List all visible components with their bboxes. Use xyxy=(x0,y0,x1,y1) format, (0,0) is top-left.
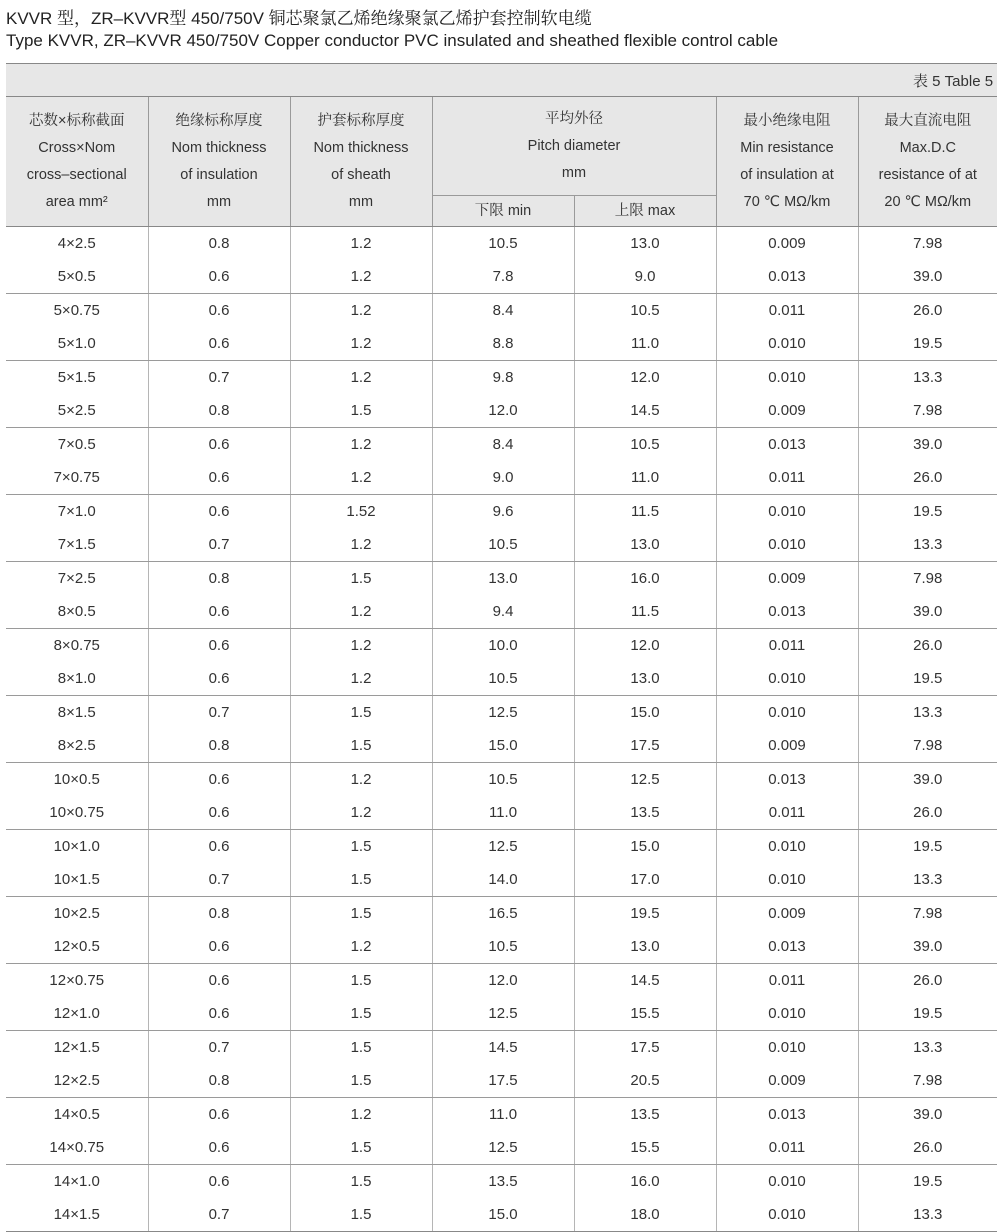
header-max-dc-en-1: Max.D.C xyxy=(899,139,956,156)
header-pitch-min: 下限 min xyxy=(432,196,574,227)
header-max-dc-en-2: resistance of at xyxy=(878,166,977,183)
table-row xyxy=(6,629,997,663)
cell-sheath: 1.5 xyxy=(290,964,432,998)
cell-max-dc-resistance: 13.3 xyxy=(858,528,997,562)
cell-pitch-max: 10.5 xyxy=(574,428,716,462)
cell-insulation: 0.6 xyxy=(148,327,290,361)
header-pitch xyxy=(432,97,716,196)
cell-min-resistance: 0.013 xyxy=(716,595,858,629)
cell-pitch-max: 10.5 xyxy=(574,294,716,328)
cell-pitch-max: 13.0 xyxy=(574,662,716,696)
cable-spec-table xyxy=(6,63,997,1232)
cell-sheath: 1.5 xyxy=(290,729,432,763)
cell-sheath: 1.5 xyxy=(290,1131,432,1165)
cell-pitch-max: 15.0 xyxy=(574,830,716,864)
cell-insulation: 0.7 xyxy=(148,361,290,395)
table-row xyxy=(6,562,997,596)
header-size-zh: 芯数×标称截面 xyxy=(29,112,125,129)
table-row xyxy=(6,763,997,797)
header-pitch-unit: mm xyxy=(561,164,587,181)
cell-size: 14×0.75 xyxy=(6,1131,148,1165)
table-row xyxy=(6,830,997,864)
cell-max-dc-resistance: 26.0 xyxy=(858,964,997,998)
cell-sheath: 1.5 xyxy=(290,1064,432,1098)
cell-sheath: 1.52 xyxy=(290,495,432,529)
cell-max-dc-resistance: 19.5 xyxy=(858,662,997,696)
cell-sheath: 1.5 xyxy=(290,1165,432,1199)
cell-min-resistance: 0.010 xyxy=(716,1165,858,1199)
table-row xyxy=(6,662,997,696)
cell-pitch-min: 9.8 xyxy=(432,361,574,395)
cell-pitch-min: 8.4 xyxy=(432,294,574,328)
header-pitch-zh: 平均外径 xyxy=(545,110,603,127)
cell-pitch-max: 12.0 xyxy=(574,361,716,395)
cell-sheath: 1.2 xyxy=(290,428,432,462)
cell-min-resistance: 0.010 xyxy=(716,495,858,529)
cell-pitch-max: 13.5 xyxy=(574,796,716,830)
cell-pitch-max: 15.0 xyxy=(574,696,716,730)
cell-max-dc-resistance: 13.3 xyxy=(858,1031,997,1065)
cell-pitch-max: 17.0 xyxy=(574,863,716,897)
table-row xyxy=(6,227,997,261)
cell-pitch-min: 10.5 xyxy=(432,528,574,562)
header-insulation-zh: 绝缘标称厚度 xyxy=(175,112,263,129)
cell-insulation: 0.6 xyxy=(148,1098,290,1132)
cell-size: 8×1.5 xyxy=(6,696,148,730)
cell-min-resistance: 0.009 xyxy=(716,1064,858,1098)
table-row xyxy=(6,1098,997,1132)
cell-pitch-min: 12.0 xyxy=(432,394,574,428)
cell-pitch-min: 9.4 xyxy=(432,595,574,629)
cell-size: 7×2.5 xyxy=(6,562,148,596)
header-min-res-en-2: of insulation at xyxy=(740,166,834,183)
cell-size: 5×0.75 xyxy=(6,294,148,328)
cell-pitch-max: 12.5 xyxy=(574,763,716,797)
cell-max-dc-resistance: 13.3 xyxy=(858,1198,997,1232)
cell-max-dc-resistance: 39.0 xyxy=(858,1098,997,1132)
cell-pitch-min: 14.0 xyxy=(432,863,574,897)
cell-insulation: 0.8 xyxy=(148,897,290,931)
cell-pitch-max: 13.0 xyxy=(574,930,716,964)
header-min-res-en-1: Min resistance xyxy=(740,139,834,156)
cell-max-dc-resistance: 26.0 xyxy=(858,1131,997,1165)
cell-pitch-max: 17.5 xyxy=(574,1031,716,1065)
cell-sheath: 1.5 xyxy=(290,1031,432,1065)
table-row xyxy=(6,461,997,495)
cell-sheath: 1.2 xyxy=(290,327,432,361)
header-max-dc-resistance xyxy=(858,97,997,227)
header-sheath-unit: mm xyxy=(348,193,374,210)
cell-sheath: 1.2 xyxy=(290,294,432,328)
cell-pitch-min: 13.0 xyxy=(432,562,574,596)
cell-insulation: 0.8 xyxy=(148,227,290,261)
page-title-chinese: KVVR 型，ZR–KVVR型 450/750V 铜芯聚氯乙烯绝缘聚氯乙烯护套控制软电缆 xyxy=(6,9,592,28)
cell-min-resistance: 0.010 xyxy=(716,528,858,562)
cell-pitch-max: 14.5 xyxy=(574,964,716,998)
cell-min-resistance: 0.011 xyxy=(716,461,858,495)
cell-size: 14×1.5 xyxy=(6,1198,148,1232)
cell-size: 8×0.75 xyxy=(6,629,148,663)
table-row xyxy=(6,897,997,931)
header-min-res-unit: 70 ℃ MΩ/km xyxy=(743,193,831,210)
cell-size: 14×0.5 xyxy=(6,1098,148,1132)
cell-max-dc-resistance: 19.5 xyxy=(858,327,997,361)
header-max-dc-unit: 20 ℃ MΩ/km xyxy=(884,193,972,210)
header-sheath-zh: 护套标称厚度 xyxy=(317,112,405,129)
cell-max-dc-resistance: 7.98 xyxy=(858,897,997,931)
table-row xyxy=(6,1031,997,1065)
cell-max-dc-resistance: 19.5 xyxy=(858,830,997,864)
cell-sheath: 1.2 xyxy=(290,227,432,261)
cell-size: 10×0.5 xyxy=(6,763,148,797)
cell-pitch-max: 15.5 xyxy=(574,997,716,1031)
cell-pitch-max: 16.0 xyxy=(574,562,716,596)
header-size-en-2: cross–sectional xyxy=(26,166,127,183)
cell-pitch-min: 10.5 xyxy=(432,930,574,964)
cell-min-resistance: 0.010 xyxy=(716,997,858,1031)
table-row xyxy=(6,327,997,361)
cell-size: 5×2.5 xyxy=(6,394,148,428)
table-row xyxy=(6,595,997,629)
cell-insulation: 0.6 xyxy=(148,1165,290,1199)
cell-min-resistance: 0.013 xyxy=(716,930,858,964)
table-row xyxy=(6,1165,997,1199)
cell-pitch-min: 8.4 xyxy=(432,428,574,462)
header-pitch-max: 上限 max xyxy=(574,196,716,227)
cell-pitch-max: 17.5 xyxy=(574,729,716,763)
cell-max-dc-resistance: 26.0 xyxy=(858,796,997,830)
cell-sheath: 1.2 xyxy=(290,361,432,395)
cell-sheath: 1.2 xyxy=(290,1098,432,1132)
cell-sheath: 1.5 xyxy=(290,696,432,730)
cell-size: 7×1.0 xyxy=(6,495,148,529)
cell-max-dc-resistance: 39.0 xyxy=(858,763,997,797)
cell-insulation: 0.6 xyxy=(148,461,290,495)
cell-pitch-min: 17.5 xyxy=(432,1064,574,1098)
cell-sheath: 1.2 xyxy=(290,260,432,294)
cell-pitch-min: 12.5 xyxy=(432,830,574,864)
cell-sheath: 1.2 xyxy=(290,528,432,562)
table-row xyxy=(6,1131,997,1165)
header-insulation-unit: mm xyxy=(206,193,232,210)
cell-sheath: 1.2 xyxy=(290,629,432,663)
cell-sheath: 1.2 xyxy=(290,662,432,696)
cell-pitch-max: 12.0 xyxy=(574,629,716,663)
cell-size: 5×1.5 xyxy=(6,361,148,395)
cell-max-dc-resistance: 26.0 xyxy=(858,461,997,495)
cell-max-dc-resistance: 19.5 xyxy=(858,495,997,529)
cell-pitch-min: 12.5 xyxy=(432,696,574,730)
cell-max-dc-resistance: 26.0 xyxy=(858,629,997,663)
cell-insulation: 0.7 xyxy=(148,528,290,562)
cell-min-resistance: 0.010 xyxy=(716,361,858,395)
header-sheath-en-1: Nom thickness xyxy=(313,139,409,156)
cell-insulation: 0.6 xyxy=(148,830,290,864)
header-max-dc-zh: 最大直流电阻 xyxy=(884,112,972,129)
cell-pitch-max: 16.0 xyxy=(574,1165,716,1199)
cell-sheath: 1.2 xyxy=(290,796,432,830)
cell-sheath: 1.5 xyxy=(290,997,432,1031)
cell-size: 12×1.0 xyxy=(6,997,148,1031)
cell-sheath: 1.5 xyxy=(290,1198,432,1232)
table-row xyxy=(6,863,997,897)
table-row xyxy=(6,495,997,529)
cell-sheath: 1.2 xyxy=(290,461,432,495)
cell-insulation: 0.6 xyxy=(148,796,290,830)
table-row xyxy=(6,428,997,462)
table-row xyxy=(6,1064,997,1098)
cell-pitch-min: 14.5 xyxy=(432,1031,574,1065)
cell-pitch-max: 19.5 xyxy=(574,897,716,931)
cell-max-dc-resistance: 7.98 xyxy=(858,227,997,261)
cell-size: 5×0.5 xyxy=(6,260,148,294)
cell-max-dc-resistance: 13.3 xyxy=(858,863,997,897)
cell-insulation: 0.6 xyxy=(148,495,290,529)
cell-max-dc-resistance: 39.0 xyxy=(858,428,997,462)
cell-min-resistance: 0.011 xyxy=(716,796,858,830)
table-row xyxy=(6,997,997,1031)
cell-pitch-max: 11.5 xyxy=(574,595,716,629)
cell-pitch-min: 11.0 xyxy=(432,796,574,830)
cell-insulation: 0.6 xyxy=(148,595,290,629)
cell-insulation: 0.7 xyxy=(148,696,290,730)
cell-pitch-max: 11.5 xyxy=(574,495,716,529)
cell-pitch-min: 12.0 xyxy=(432,964,574,998)
cell-pitch-max: 18.0 xyxy=(574,1198,716,1232)
cell-max-dc-resistance: 7.98 xyxy=(858,729,997,763)
cell-pitch-max: 14.5 xyxy=(574,394,716,428)
cell-sheath: 1.5 xyxy=(290,863,432,897)
cell-min-resistance: 0.010 xyxy=(716,696,858,730)
cell-min-resistance: 0.009 xyxy=(716,562,858,596)
cell-sheath: 1.5 xyxy=(290,394,432,428)
cell-size: 8×2.5 xyxy=(6,729,148,763)
header-size-en-1: Cross×Nom xyxy=(38,139,116,156)
table-row xyxy=(6,394,997,428)
header-size xyxy=(6,97,148,227)
cell-pitch-min: 9.0 xyxy=(432,461,574,495)
table-row xyxy=(6,696,997,730)
cell-sheath: 1.5 xyxy=(290,830,432,864)
table-row xyxy=(6,361,997,395)
cell-pitch-max: 11.0 xyxy=(574,327,716,361)
cell-min-resistance: 0.010 xyxy=(716,1031,858,1065)
header-row xyxy=(6,97,997,196)
cell-pitch-min: 7.8 xyxy=(432,260,574,294)
cell-sheath: 1.2 xyxy=(290,930,432,964)
cell-pitch-max: 13.5 xyxy=(574,1098,716,1132)
table-number-label: 表 5 Table 5 xyxy=(6,64,997,97)
cell-sheath: 1.5 xyxy=(290,897,432,931)
cell-pitch-min: 9.6 xyxy=(432,495,574,529)
cell-size: 10×0.75 xyxy=(6,796,148,830)
cell-min-resistance: 0.009 xyxy=(716,227,858,261)
cell-pitch-min: 10.5 xyxy=(432,763,574,797)
table-row xyxy=(6,260,997,294)
cell-max-dc-resistance: 39.0 xyxy=(858,595,997,629)
cell-size: 10×1.5 xyxy=(6,863,148,897)
cell-insulation: 0.6 xyxy=(148,629,290,663)
table-body xyxy=(6,227,997,1232)
cell-max-dc-resistance: 13.3 xyxy=(858,361,997,395)
cell-min-resistance: 0.010 xyxy=(716,327,858,361)
cell-max-dc-resistance: 7.98 xyxy=(858,394,997,428)
cell-max-dc-resistance: 7.98 xyxy=(858,1064,997,1098)
cell-size: 8×1.0 xyxy=(6,662,148,696)
cell-insulation: 0.6 xyxy=(148,930,290,964)
cell-pitch-min: 11.0 xyxy=(432,1098,574,1132)
cell-min-resistance: 0.009 xyxy=(716,897,858,931)
cell-pitch-max: 13.0 xyxy=(574,528,716,562)
cell-pitch-min: 15.0 xyxy=(432,729,574,763)
cell-max-dc-resistance: 19.5 xyxy=(858,1165,997,1199)
cell-pitch-max: 20.5 xyxy=(574,1064,716,1098)
cell-min-resistance: 0.011 xyxy=(716,629,858,663)
cell-pitch-min: 12.5 xyxy=(432,1131,574,1165)
cell-min-resistance: 0.010 xyxy=(716,662,858,696)
header-insulation-en-1: Nom thickness xyxy=(171,139,267,156)
cell-sheath: 1.2 xyxy=(290,763,432,797)
cell-max-dc-resistance: 26.0 xyxy=(858,294,997,328)
cell-insulation: 0.6 xyxy=(148,428,290,462)
cell-min-resistance: 0.010 xyxy=(716,1198,858,1232)
cell-size: 7×0.75 xyxy=(6,461,148,495)
header-insulation xyxy=(148,97,290,227)
header-sheath-en-2: of sheath xyxy=(331,166,391,183)
cell-size: 10×2.5 xyxy=(6,897,148,931)
cell-insulation: 0.6 xyxy=(148,763,290,797)
cell-min-resistance: 0.013 xyxy=(716,428,858,462)
cell-insulation: 0.7 xyxy=(148,1031,290,1065)
cell-size: 12×2.5 xyxy=(6,1064,148,1098)
cell-pitch-min: 10.5 xyxy=(432,662,574,696)
cell-size: 4×2.5 xyxy=(6,227,148,261)
cell-min-resistance: 0.013 xyxy=(716,260,858,294)
cell-size: 10×1.0 xyxy=(6,830,148,864)
cell-pitch-min: 15.0 xyxy=(432,1198,574,1232)
cell-insulation: 0.8 xyxy=(148,562,290,596)
cell-min-resistance: 0.013 xyxy=(716,1098,858,1132)
cable-spec-table-container xyxy=(6,63,997,1225)
cell-pitch-min: 16.5 xyxy=(432,897,574,931)
header-sheath xyxy=(290,97,432,227)
header-insulation-en-2: of insulation xyxy=(180,166,258,183)
table-row xyxy=(6,796,997,830)
cell-insulation: 0.6 xyxy=(148,964,290,998)
cell-insulation: 0.6 xyxy=(148,294,290,328)
cell-pitch-max: 9.0 xyxy=(574,260,716,294)
cell-pitch-min: 10.0 xyxy=(432,629,574,663)
cell-min-resistance: 0.011 xyxy=(716,1131,858,1165)
cell-min-resistance: 0.010 xyxy=(716,830,858,864)
cell-min-resistance: 0.013 xyxy=(716,763,858,797)
cell-max-dc-resistance: 19.5 xyxy=(858,997,997,1031)
cell-max-dc-resistance: 39.0 xyxy=(858,930,997,964)
cell-insulation: 0.8 xyxy=(148,729,290,763)
cell-min-resistance: 0.011 xyxy=(716,964,858,998)
cell-size: 14×1.0 xyxy=(6,1165,148,1199)
cell-pitch-max: 13.0 xyxy=(574,227,716,261)
cell-min-resistance: 0.010 xyxy=(716,863,858,897)
cell-size: 8×0.5 xyxy=(6,595,148,629)
cell-pitch-min: 12.5 xyxy=(432,997,574,1031)
cell-size: 7×0.5 xyxy=(6,428,148,462)
cell-sheath: 1.5 xyxy=(290,562,432,596)
cell-max-dc-resistance: 13.3 xyxy=(858,696,997,730)
table-row xyxy=(6,1198,997,1232)
cell-insulation: 0.7 xyxy=(148,863,290,897)
cell-max-dc-resistance: 7.98 xyxy=(858,562,997,596)
cell-pitch-min: 8.8 xyxy=(432,327,574,361)
page-title-english: Type KVVR, ZR–KVVR 450/750V Copper conductor PVC insulated and sheathed flexible control cable xyxy=(6,31,779,50)
table-row xyxy=(6,930,997,964)
cell-max-dc-resistance: 39.0 xyxy=(858,260,997,294)
cell-size: 12×1.5 xyxy=(6,1031,148,1065)
cell-size: 12×0.5 xyxy=(6,930,148,964)
cell-pitch-max: 15.5 xyxy=(574,1131,716,1165)
table-row xyxy=(6,528,997,562)
cell-insulation: 0.6 xyxy=(148,260,290,294)
cell-min-resistance: 0.009 xyxy=(716,394,858,428)
cell-pitch-max: 11.0 xyxy=(574,461,716,495)
cell-pitch-min: 13.5 xyxy=(432,1165,574,1199)
table-number-row xyxy=(6,64,997,97)
cell-size: 5×1.0 xyxy=(6,327,148,361)
cell-pitch-min: 10.5 xyxy=(432,227,574,261)
cell-size: 7×1.5 xyxy=(6,528,148,562)
cell-insulation: 0.6 xyxy=(148,1131,290,1165)
cell-min-resistance: 0.009 xyxy=(716,729,858,763)
table-row xyxy=(6,964,997,998)
cell-sheath: 1.2 xyxy=(290,595,432,629)
header-pitch-en: Pitch diameter xyxy=(527,137,621,154)
header-min-res-zh: 最小绝缘电阻 xyxy=(743,112,831,129)
cell-insulation: 0.7 xyxy=(148,1198,290,1232)
table-row xyxy=(6,294,997,328)
header-min-resistance xyxy=(716,97,858,227)
cell-insulation: 0.8 xyxy=(148,394,290,428)
cell-min-resistance: 0.011 xyxy=(716,294,858,328)
cell-size: 12×0.75 xyxy=(6,964,148,998)
cell-insulation: 0.6 xyxy=(148,662,290,696)
table-row xyxy=(6,729,997,763)
cell-insulation: 0.6 xyxy=(148,997,290,1031)
cell-insulation: 0.8 xyxy=(148,1064,290,1098)
header-size-en-3: area mm² xyxy=(45,193,108,210)
